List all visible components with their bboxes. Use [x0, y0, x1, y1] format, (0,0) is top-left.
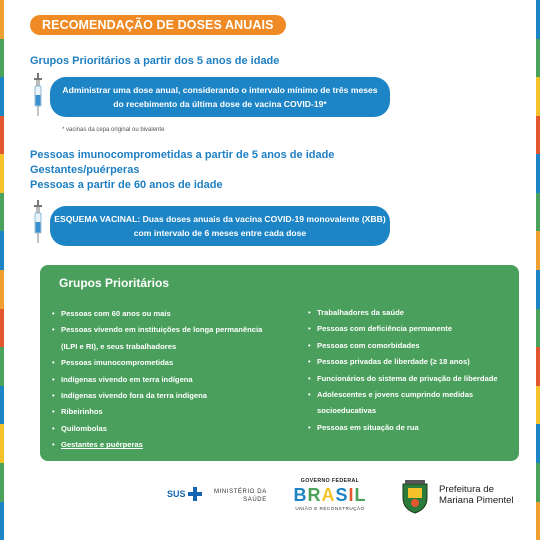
gov-top-label: GOVERNO FEDERAL — [300, 478, 360, 484]
section2-box-line2: com intervalo de 6 meses entre cada dose — [133, 228, 307, 238]
left-color-stripe — [0, 0, 4, 540]
section2-heading-pregnant: Gestantes/puérperas — [30, 164, 140, 176]
list-item-continuation: socioeducativas — [317, 406, 377, 416]
ministry-line2: SAÚDE — [243, 497, 267, 503]
list-item: • Pessoas imunocomprometidas — [52, 355, 262, 371]
right-color-stripe — [536, 0, 540, 540]
federal-government-logo — [287, 478, 373, 511]
ministry-logo — [214, 488, 267, 504]
list-item: • Indígenas vivendo em terra indígena — [52, 372, 262, 388]
list-item-label: Gestantes e puérperas — [61, 440, 143, 450]
ministry-line1: MINISTÉRIO DA — [214, 489, 267, 495]
sus-cross-icon — [188, 487, 202, 501]
syringe-icon — [33, 200, 43, 244]
gov-bottom-label: UNIÃO E RECONSTRUÇÃO — [295, 506, 365, 511]
section1-box-line1: Administrar uma dose anual, considerando o intervalo mínimo de três meses — [62, 85, 378, 95]
list-item: • Quilombolas — [52, 421, 262, 437]
list-item: • Pessoas em situação de rua — [308, 420, 498, 436]
page-title: RECOMENDAÇÃO DE DOSES ANUAIS — [30, 15, 286, 35]
section2-info-box — [50, 206, 390, 246]
list-item: • Adolescentes e jovens cumprindo medidas — [308, 387, 498, 403]
section1-heading: Grupos Prioritários a partir dos 5 anos de idade — [30, 55, 280, 67]
section2-heading-immunocompromised: Pessoas imunocomprometidas a partir de 5 anos de idade — [30, 149, 335, 161]
city-crest-icon — [400, 480, 430, 514]
list-item: • Trabalhadores da saúde — [308, 305, 498, 321]
list-item-continuation: (ILPI e RI), e seus trabalhadores — [61, 341, 177, 351]
list-item: • Pessoas com deficiência permanente — [308, 321, 498, 337]
prefeitura-name — [439, 484, 514, 506]
section2-box-line1: ESQUEMA VACINAL: Duas doses anuais da vacina COVID-19 monovalente (XBB) — [54, 214, 386, 224]
list-item: • Funcionários do sistema de privação de liberdade — [308, 371, 498, 387]
section2-heading-elderly: Pessoas a partir de 60 anos de idade — [30, 179, 223, 191]
list-item: • Pessoas com comorbidades — [308, 338, 498, 354]
priority-groups-left-list — [52, 306, 262, 454]
list-item: • Pessoas vivendo em instituições de longa permanência — [52, 322, 262, 338]
gov-brasil-wordmark: BRASIL — [293, 485, 367, 505]
priority-groups-title: Grupos Prioritários — [59, 276, 170, 290]
section1-info-box — [50, 77, 390, 117]
priority-groups-right-list — [308, 305, 498, 436]
sus-label: SUS — [167, 489, 186, 499]
footer-logos — [0, 476, 540, 526]
prefeitura-line1: Prefeitura de — [439, 484, 494, 495]
list-item — [52, 437, 262, 453]
syringe-icon — [33, 73, 43, 117]
list-item: • Ribeirinhos — [52, 404, 262, 420]
list-item: • Pessoas com 60 anos ou mais — [52, 306, 262, 322]
priority-groups-panel — [40, 265, 519, 461]
list-item: • Pessoas privadas de liberdade (≥ 18 anos) — [308, 354, 498, 370]
section1-box-line2: do recebimento da última dose de vacina COVID-19* — [113, 99, 327, 109]
footnote: * vacinas da cepa original ou bivalente — [62, 127, 165, 133]
list-item: • Indígenas vivendo fora da terra indígena — [52, 388, 262, 404]
sus-logo — [167, 487, 202, 501]
prefeitura-line2: Mariana Pimentel — [439, 495, 514, 506]
